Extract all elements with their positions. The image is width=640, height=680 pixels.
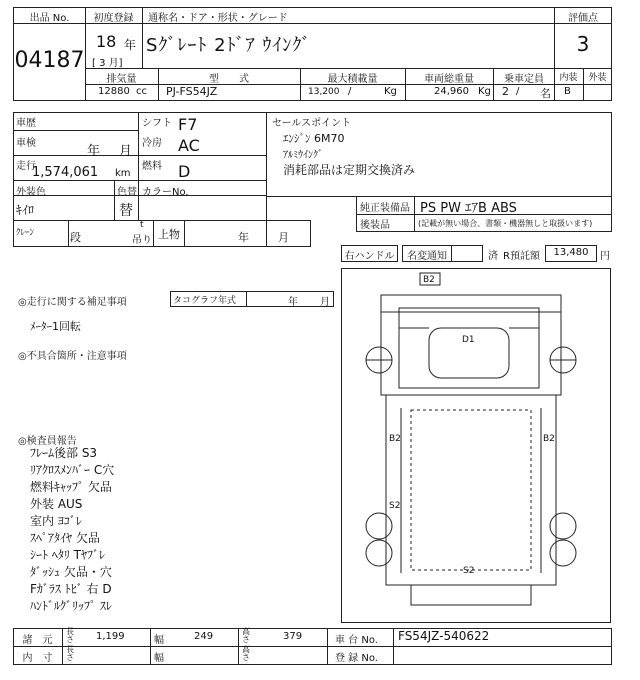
- inspector-report-list: [30, 445, 290, 615]
- capacity-label: 乗車定員: [504, 74, 544, 85]
- chassis-value: FS54JZ-540622: [398, 629, 490, 643]
- history-label: 車歴: [16, 118, 36, 129]
- chassis-label: 車 台 No.: [335, 635, 378, 646]
- lot-label: 出品 No.: [29, 13, 70, 24]
- capacity-sep: /: [516, 86, 520, 97]
- fuel-label: 燃料: [142, 161, 162, 172]
- crane-label: ｸﾚｰﾝ: [16, 228, 35, 238]
- report-item: 外装 AUS: [30, 497, 83, 511]
- height-label: 高さ: [242, 627, 250, 644]
- upper-month-unit: 月: [278, 231, 289, 244]
- model-code: PJ-FS54JZ: [166, 85, 218, 98]
- shift-label: シフト: [142, 118, 172, 129]
- crane-ton-unit: t: [140, 220, 144, 230]
- report-item: ｼｰﾄ ﾍﾀﾘ Tﾔﾌﾞﾚ: [30, 548, 105, 562]
- sales-point-2: ｱﾙﾐｳｲﾝｸﾞ: [283, 150, 323, 161]
- recycle-value: 13,480: [553, 247, 589, 258]
- damage-mark-s2: S2: [389, 501, 401, 511]
- inner-height-label: 高さ: [242, 645, 250, 662]
- displacement-unit: cc: [136, 86, 147, 97]
- supplement-label: ◎走行に関する補足事項: [18, 297, 127, 308]
- tachograph-month-unit: 月: [320, 297, 330, 308]
- color-change-value: 替: [119, 203, 133, 219]
- sales-points-label: セールスポイント: [272, 118, 352, 129]
- mileage-value: 1,574,061: [32, 165, 99, 180]
- mileage-unit: km: [115, 168, 131, 179]
- recycle-unit: 円: [600, 251, 610, 262]
- inner-length-label: 長さ: [66, 645, 74, 662]
- equipment-value: PS PW ｴｱB ABS: [420, 201, 517, 216]
- max-load-unit: Kg: [384, 86, 397, 97]
- upper-year-unit: 年: [238, 231, 249, 244]
- int-ext-value-cell: [554, 84, 612, 101]
- defects-label: ◎不具合箇所・注意事項: [18, 351, 127, 362]
- mileage-label: 走行: [16, 161, 36, 172]
- gross-weight-label: 車両総重量: [424, 74, 474, 85]
- dimensions-label: 諸 元: [22, 635, 53, 646]
- lot-number: 04187: [14, 48, 85, 73]
- name-change-value-cell: [451, 245, 483, 262]
- steering-value: 右ハンドル: [344, 251, 395, 262]
- inner-width-label: 幅: [154, 653, 164, 664]
- color-change-label: 色替: [117, 187, 137, 198]
- report-item: ｽﾍﾟｱﾀｲﾔ 欠品: [30, 531, 100, 545]
- aftermarket-label: 後装品: [360, 220, 390, 231]
- ac-value: AC: [178, 136, 200, 155]
- interior-label: 内装: [559, 73, 578, 83]
- length-label: 長さ: [66, 627, 74, 644]
- inner-dim-row: [13, 646, 612, 665]
- max-load-sep: /: [348, 86, 352, 97]
- damage-mark-b2: B2: [543, 434, 555, 444]
- aftermarket-note: (記載が無い場合、書類・機器無しと取扱います): [418, 219, 593, 228]
- model-label: 通称名・ドア・形状・グレード: [148, 13, 288, 24]
- exterior-label: 外装: [588, 73, 607, 83]
- report-item: ﾀﾞｯｼｭ 欠品・穴: [30, 565, 112, 579]
- exterior-color-label: 外装色: [16, 187, 46, 198]
- recycle-mark: 済: [488, 251, 498, 262]
- reg-year: 18: [96, 32, 117, 51]
- max-load-value: 13,200: [308, 87, 340, 97]
- height-value: 379: [283, 631, 303, 642]
- report-item: ﾘｱｸﾛｽﾒﾝﾊﾞｰ C穴: [30, 463, 115, 477]
- crane-stage-unit: 段: [70, 231, 81, 244]
- registration-label: 登 録 No.: [335, 653, 378, 664]
- damage-mark-b2: B2: [423, 275, 435, 285]
- recycle-label: R預託額: [503, 251, 540, 262]
- truck-condition-diagram: [341, 268, 611, 623]
- damage-mark-d1: D1: [462, 335, 475, 345]
- upper-label: 上物: [158, 228, 180, 241]
- color-no-label: カラーNo.: [142, 187, 189, 198]
- ac-label: 冷房: [142, 138, 162, 149]
- reg-month: [ 3 月]: [92, 58, 123, 69]
- rating-value: 3: [576, 32, 590, 56]
- capacity-unit: 名: [540, 87, 551, 100]
- report-item: ﾊﾝﾄﾞﾙｸﾞﾘｯﾌﾟ ｽﾚ: [30, 599, 112, 613]
- damage-mark-s2: S2: [463, 566, 475, 576]
- equipment-label: 純正装備品: [360, 203, 410, 214]
- sales-point-3: 消耗部品は定期交換済み: [283, 163, 416, 177]
- interior-value: B: [564, 86, 571, 97]
- inspection-month-unit: 月: [119, 144, 133, 159]
- width-value: 249: [194, 631, 214, 642]
- gross-weight-unit: Kg: [478, 86, 491, 97]
- name-change-label: 名変通知: [407, 251, 447, 262]
- fuel-value: D: [178, 162, 191, 181]
- crane-hook-label: 吊り: [132, 235, 152, 246]
- max-load-label: 最大積載量: [327, 74, 378, 85]
- inner-dim-label: 内 寸: [22, 653, 53, 664]
- capacity-value: 2: [502, 85, 509, 98]
- tachograph-label: タコグラフ年式: [173, 296, 237, 306]
- inspection-label: 車検: [16, 138, 36, 149]
- report-item: 燃料ｷｬｯﾌﾟ 欠品: [30, 480, 112, 494]
- damage-mark-b2: B2: [389, 434, 401, 444]
- report-item: 室内 ﾖｺﾞﾚ: [30, 514, 82, 528]
- rating-label: 評価点: [568, 13, 598, 24]
- report-item: Fｶﾞﾗｽ ﾄﾋﾞ 右 D: [30, 582, 112, 596]
- inspector-report-label: ◎検査員報告: [18, 436, 77, 447]
- report-item: ﾌﾚｰﾑ後部 S3: [30, 446, 98, 460]
- sales-point-1: ｴﾝｼﾞﾝ 6M70: [283, 132, 345, 145]
- model-name: Sｸﾞﾚｰﾄ 2ﾄﾞｱ ｳｲﾝｸﾞ: [146, 35, 312, 56]
- width-label: 幅: [154, 635, 164, 646]
- reg-year-unit: 年: [124, 38, 137, 52]
- first-reg-label: 初度登録: [93, 13, 134, 24]
- tachograph-year-unit: 年: [288, 297, 298, 308]
- exterior-color-value: ｷｲﾛ: [16, 203, 35, 217]
- gross-weight-value: 24,960: [434, 86, 469, 97]
- type-label: 型 式: [209, 74, 249, 85]
- shift-value: F7: [178, 115, 198, 134]
- displacement-label: 排気量: [106, 74, 137, 85]
- supplement-text: ﾒｰﾀｰ1回転: [30, 320, 81, 333]
- length-value: 1,199: [96, 631, 125, 642]
- displacement-value: 12880: [98, 86, 130, 97]
- upper-row-tail: [266, 220, 311, 247]
- inspection-year-unit: 年: [87, 144, 101, 159]
